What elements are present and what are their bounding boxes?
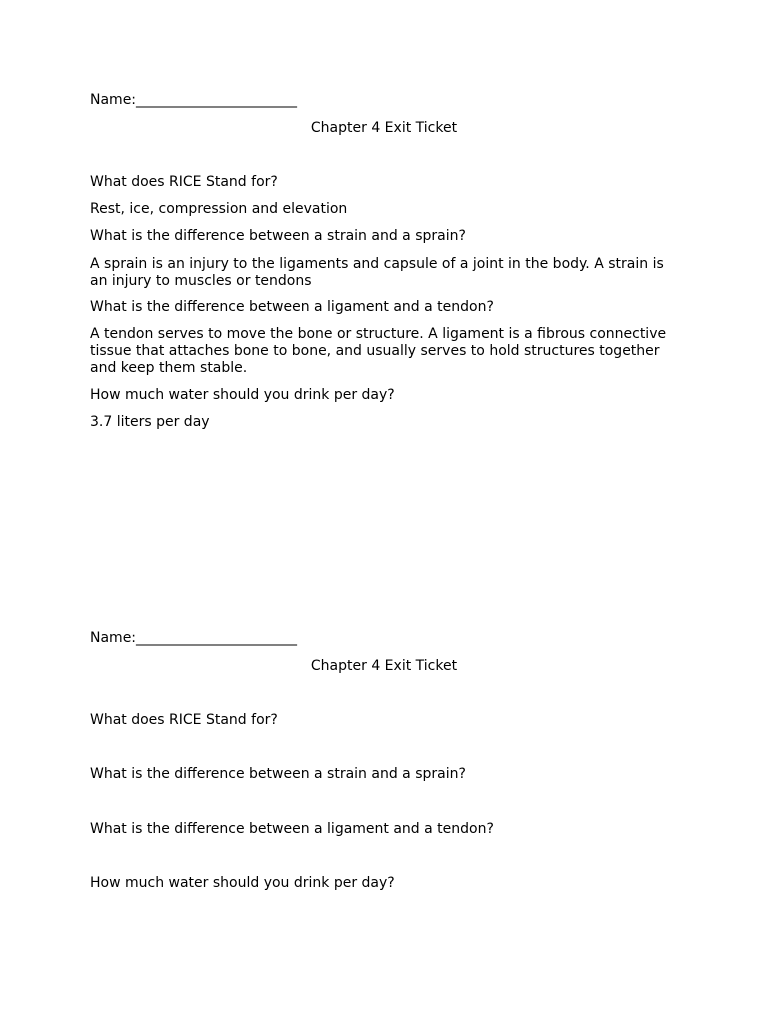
question-strain-sprain: What is the difference between a strain and a sprain? (90, 228, 466, 244)
question-ligament-tendon: What is the difference between a ligament and a tendon? (90, 821, 494, 837)
question-water: How much water should you drink per day? (90, 875, 395, 891)
question-ligament-tendon: What is the difference between a ligament and a tendon? (90, 299, 494, 315)
name-field-label: Name:_______________________ (90, 92, 298, 108)
question-water: How much water should you drink per day? (90, 387, 395, 403)
question-strain-sprain: What is the difference between a strain and a sprain? (90, 766, 466, 782)
name-field-label: Name:_______________________ (90, 630, 298, 646)
page-title: Chapter 4 Exit Ticket (310, 658, 458, 674)
answer-strain-sprain: A sprain is an injury to the ligaments and capsule of a joint in the body. A strain is an injury to muscles or tendons (90, 256, 664, 289)
answer-water: 3.7 liters per day (90, 414, 210, 430)
answer-ligament-tendon: A tendon serves to move the bone or structure. A ligament is a fibrous connective tissue that attaches bone to bone, and usually serves to hold structures together and keep them stable. (90, 326, 667, 376)
question-rice: What does RICE Stand for? (90, 712, 278, 728)
question-rice: What does RICE Stand for? (90, 174, 278, 190)
page-title: Chapter 4 Exit Ticket (310, 120, 458, 136)
answer-rice: Rest, ice, compression and elevation (90, 201, 348, 217)
